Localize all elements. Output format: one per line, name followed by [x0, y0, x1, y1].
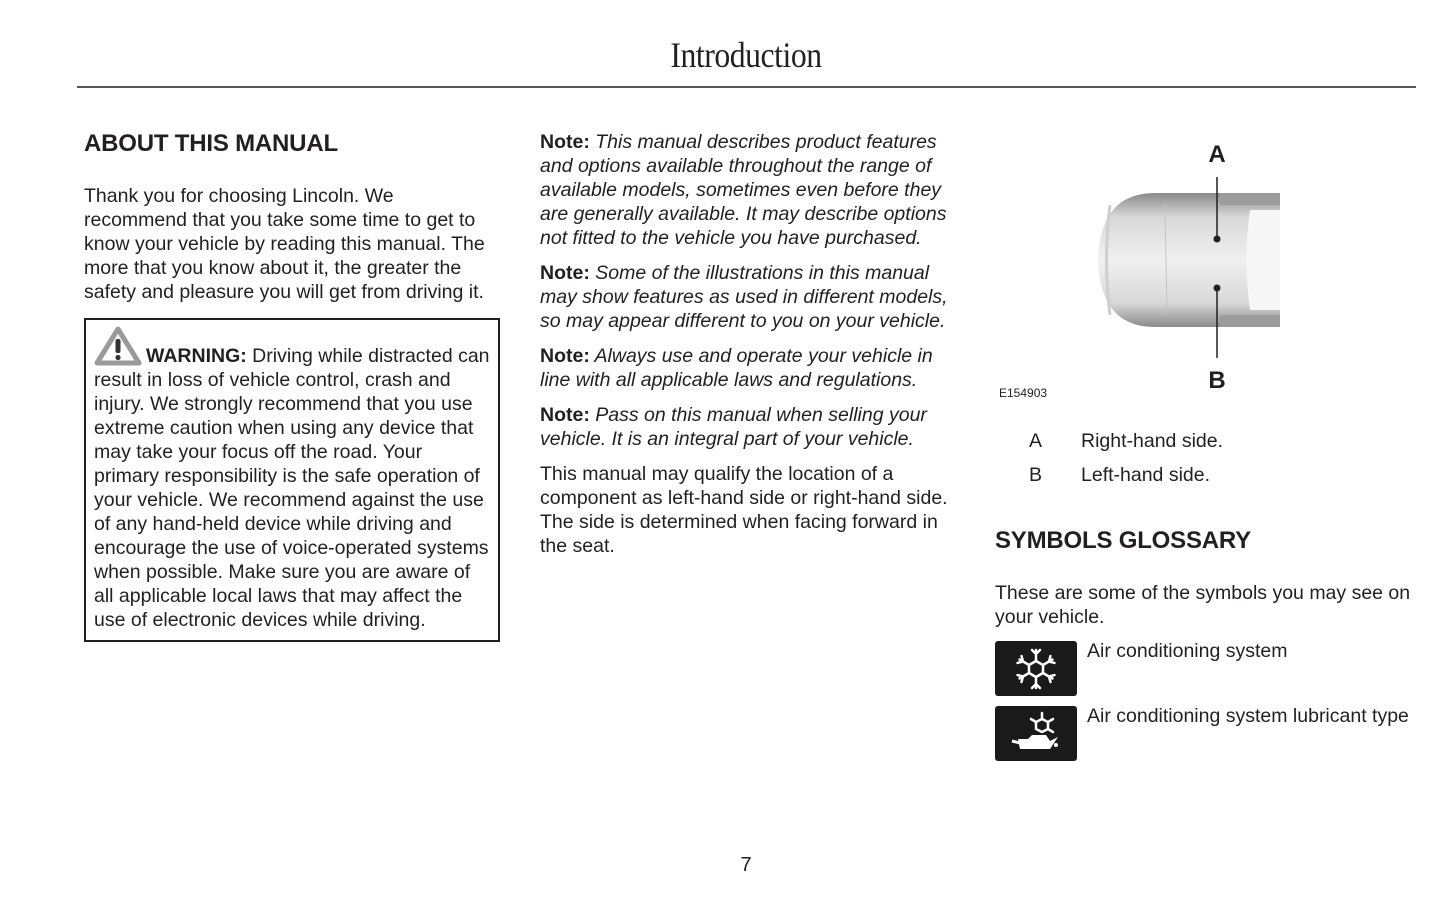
note-2	[540, 261, 960, 333]
about-intro: Thank you for choosing Lincoln. We recommend that you take some time to get to know your vehicle by reading this manual. The more that you know about it, the greater the safety and pleasure you will get from driving it.	[84, 185, 485, 303]
vehicle-top-view-illustration	[995, 130, 1415, 400]
legend-row	[995, 429, 1415, 453]
figure-legend	[995, 429, 1415, 487]
side-explanation: This manual may qualify the location of a component as left-hand side or right-hand side. The side is determined when facing forward in the seat.	[540, 463, 948, 557]
figure-label-b: B	[1208, 367, 1226, 394]
glossary-intro: These are some of the symbols you may see on your vehicle.	[995, 582, 1411, 628]
note-1	[540, 130, 960, 250]
note-label: Note:	[540, 131, 590, 153]
warning-text: Driving while distracted can result in loss of vehicle control, crash and injury. We strongly recommend that you use extreme caution when using any device that may take your focus off the road. Your primary responsibility is the safe operation of your vehicle. We recommend against the use of any hand-held device while driving and encourage the use of voice-operated systems when possible. Make sure you are aware of all applicable local laws that may affect the use of electronic devices while driving.	[94, 345, 490, 631]
page-number: 7	[740, 854, 752, 876]
legend-key: B	[1029, 464, 1043, 486]
legend-text: Left-hand side.	[1081, 464, 1211, 486]
note-3	[540, 344, 960, 392]
vehicle-sides-figure	[995, 130, 1415, 405]
note-label: Note:	[540, 345, 590, 367]
glossary-item	[995, 706, 1415, 761]
legend-text: Right-hand side.	[1081, 430, 1224, 452]
glossary-item-label: Air conditioning system lubricant type	[1087, 705, 1409, 727]
column-figure-glossary	[995, 130, 1415, 771]
note-label: Note:	[540, 404, 590, 426]
warning-triangle-icon	[94, 326, 142, 366]
figure-label-a: A	[1208, 141, 1226, 168]
warning-box	[84, 318, 500, 642]
glossary-heading: SYMBOLS GLOSSARY	[995, 527, 1251, 554]
warning-label: WARNING:	[146, 345, 247, 367]
figure-id: E154903	[999, 386, 1048, 400]
column-about	[84, 130, 502, 642]
note-text: Some of the illustrations in this manual may show features as used in different models, so may appear different to you on your vehicle.	[540, 262, 948, 332]
about-heading: ABOUT THIS MANUAL	[84, 130, 338, 157]
legend-row	[995, 463, 1415, 487]
snowflake-icon	[995, 641, 1077, 696]
note-text: This manual describes product features and options available throughout the range of available models, sometimes even before they are generally available. It may describe options not fitted to the vehicle you have purchased.	[540, 131, 947, 249]
column-notes	[540, 130, 960, 558]
note-label: Note:	[540, 262, 590, 284]
glossary-item-label: Air conditioning system	[1087, 640, 1288, 662]
glossary-item	[995, 641, 1415, 696]
header-rule	[77, 86, 1416, 88]
note-4	[540, 403, 960, 451]
ac-lubricant-icon	[995, 706, 1077, 761]
legend-key: A	[1029, 430, 1043, 452]
note-text: Pass on this manual when selling your vehicle. It is an integral part of your vehicle.	[540, 404, 927, 450]
note-text: Always use and operate your vehicle in line with all applicable laws and regulations.	[540, 345, 933, 391]
page-title: Introduction	[670, 35, 822, 75]
